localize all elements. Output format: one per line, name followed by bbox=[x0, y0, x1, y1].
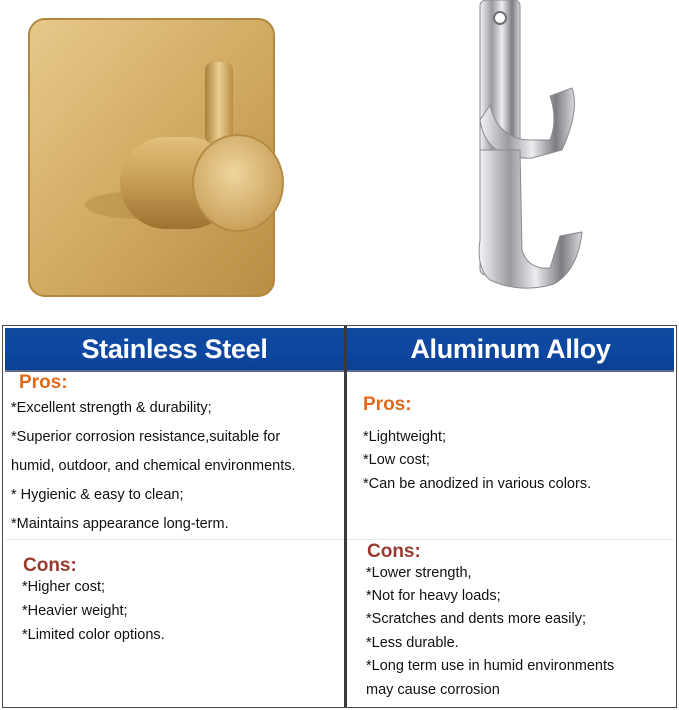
stainless-pros-title: Pros: bbox=[19, 372, 68, 393]
comparison-table bbox=[2, 325, 677, 708]
stainless-con-item: *Limited color options. bbox=[22, 627, 165, 643]
product-images bbox=[0, 0, 679, 325]
header-stainless-steel: Stainless Steel bbox=[5, 328, 344, 372]
aluminum-con-item: *Long term use in humid environments bbox=[366, 658, 615, 674]
aluminum-pro-item: *Lightweight; bbox=[363, 429, 447, 445]
aluminum-con-item: *Not for heavy loads; bbox=[366, 588, 501, 604]
stainless-pro-item: humid, outdoor, and chemical environments. bbox=[11, 458, 296, 474]
header-aluminum-alloy: Aluminum Alloy bbox=[347, 328, 674, 372]
aluminum-pro-item: *Low cost; bbox=[363, 452, 430, 468]
aluminum-pro-item: *Can be anodized in various colors. bbox=[363, 476, 592, 492]
stainless-pro-item: *Excellent strength & durability; bbox=[11, 400, 212, 416]
stainless-pro-item: *Maintains appearance long-term. bbox=[11, 516, 229, 532]
stainless-cons-title: Cons: bbox=[23, 555, 77, 576]
stainless-pro-item: *Superior corrosion resistance,suitable for bbox=[11, 429, 281, 445]
aluminum-con-item: may cause corrosion bbox=[366, 682, 500, 698]
stainless-con-item: *Higher cost; bbox=[22, 579, 106, 595]
aluminum-pros-title: Pros: bbox=[363, 394, 412, 415]
aluminum-con-item: *Lower strength, bbox=[366, 565, 472, 581]
stainless-con-item: *Heavier weight; bbox=[22, 603, 128, 619]
aluminum-con-item: *Scratches and dents more easily; bbox=[366, 611, 587, 627]
aluminum-con-item: *Less durable. bbox=[366, 635, 459, 651]
row-divider-left bbox=[5, 539, 344, 540]
chrome-double-hook-image bbox=[450, 0, 610, 300]
column-divider bbox=[344, 326, 347, 707]
gold-wall-hook-image bbox=[0, 0, 300, 325]
aluminum-cons-title: Cons: bbox=[367, 541, 421, 562]
stainless-pro-item: * Hygienic & easy to clean; bbox=[11, 487, 184, 503]
row-divider-right bbox=[347, 539, 674, 540]
